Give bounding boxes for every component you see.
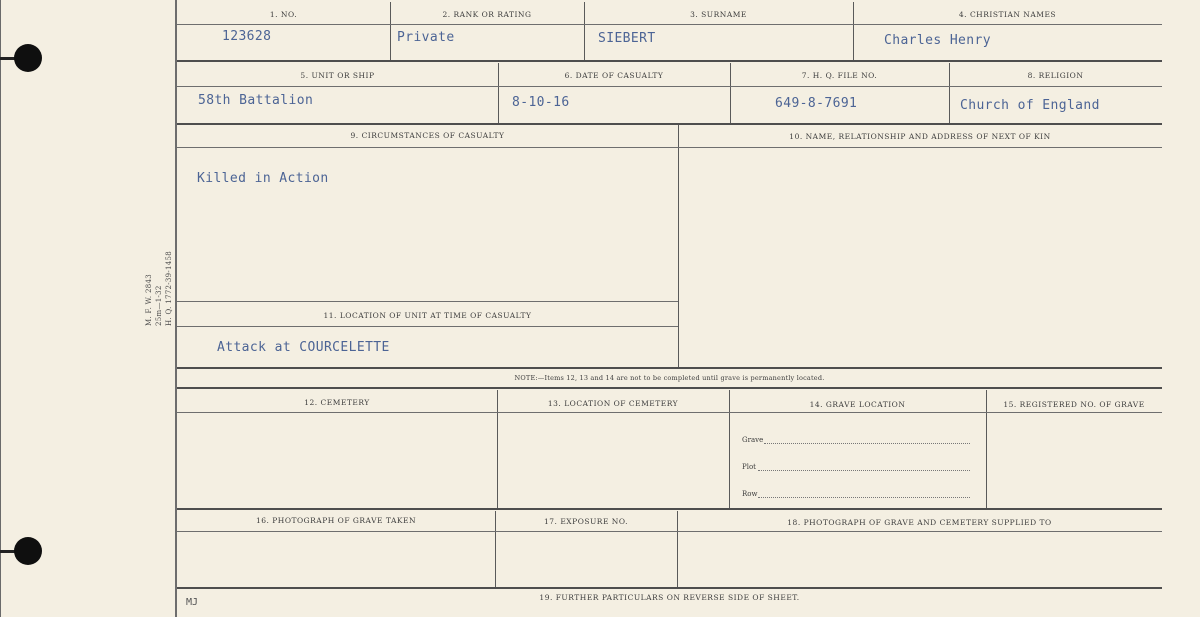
no-label: 1. NO. [269, 10, 298, 19]
clerk-initials: MJ [186, 597, 199, 608]
print-run: 25m—1-32 [155, 285, 163, 326]
surname-value: SIEBERT [598, 31, 656, 46]
rank-label: 2. RANK OR RATING [442, 10, 532, 19]
rule [177, 412, 1162, 413]
next-of-kin-label: 10. NAME, RELATIONSHIP AND ADDRESS OF NEXT OF KIN [789, 132, 1051, 141]
rule [177, 367, 1162, 369]
location-of-unit-value: Attack at COURCELETTE [217, 340, 390, 355]
rule [177, 508, 1162, 510]
rule [177, 86, 1162, 87]
rule [177, 587, 1162, 589]
rule [177, 301, 678, 302]
unit-label: 5. UNIT OR SHIP [300, 71, 375, 80]
cemetery-label: 12. CEMETERY [304, 398, 370, 407]
punch-hole-bottom [14, 537, 42, 565]
hq-file-no-value: 649-8-7691 [775, 96, 858, 111]
christian-names-label: 4. CHRISTIAN NAMES [958, 10, 1057, 19]
form-code: M. F. W. 2843 [145, 274, 153, 326]
rule [177, 387, 1162, 389]
rule [177, 326, 678, 327]
grave-dotted-line [764, 443, 970, 444]
rule [177, 24, 1162, 25]
surname-label: 3. SURNAME [690, 10, 747, 19]
date-of-casualty-label: 6. DATE OF CASUALTY [564, 71, 664, 80]
rule [177, 60, 1162, 62]
rule [177, 531, 1162, 532]
rank-value: Private [397, 30, 455, 45]
location-of-unit-label: 11. LOCATION OF UNIT AT TIME OF CASUALTY [323, 311, 532, 320]
row-dotted-line [758, 497, 970, 498]
hq-print-number: H. Q. 1772-39-1458 [165, 250, 173, 326]
punch-hole-top [14, 44, 42, 72]
divider [678, 125, 679, 367]
photo-supplied-label: 18. PHOTOGRAPH OF GRAVE AND CEMETERY SUPPLIED TO [787, 518, 1052, 527]
note-text: NOTE:—Items 12, 13 and 14 are not to be completed until grave is permanently located. [514, 374, 825, 382]
rule [177, 147, 1162, 148]
date-of-casualty-value: 8-10-16 [512, 95, 570, 110]
photo-taken-label: 16. PHOTOGRAPH OF GRAVE TAKEN [255, 516, 417, 525]
circumstances-label: 9. CIRCUMSTANCES OF CASUALTY [350, 131, 505, 140]
no-value: 123628 [222, 29, 272, 44]
plot-dotted-line [758, 470, 970, 471]
circumstances-value: Killed in Action [197, 171, 329, 186]
further-particulars-label: 19. FURTHER PARTICULARS ON REVERSE SIDE OF SHEET. [539, 593, 800, 602]
christian-names-value: Charles Henry [884, 33, 991, 48]
exposure-no-label: 17. EXPOSURE NO. [544, 517, 628, 526]
hq-file-no-label: 7. H. Q. FILE NO. [801, 71, 878, 80]
registered-no-label: 15. REGISTERED NO. OF GRAVE [1003, 400, 1145, 409]
card-edge [0, 0, 1, 617]
location-of-cemetery-label: 13. LOCATION OF CEMETERY [547, 399, 679, 408]
unit-value: 58th Battalion [198, 93, 314, 108]
grave-location-label: 14. GRAVE LOCATION [809, 400, 906, 409]
religion-value: Church of England [960, 98, 1100, 113]
religion-label: 8. RELIGION [1027, 71, 1084, 80]
grave-row-label: Grave [742, 436, 764, 444]
row-row-label: Row [742, 490, 758, 498]
rule [177, 123, 1162, 125]
plot-row-label: Plot [742, 463, 756, 471]
